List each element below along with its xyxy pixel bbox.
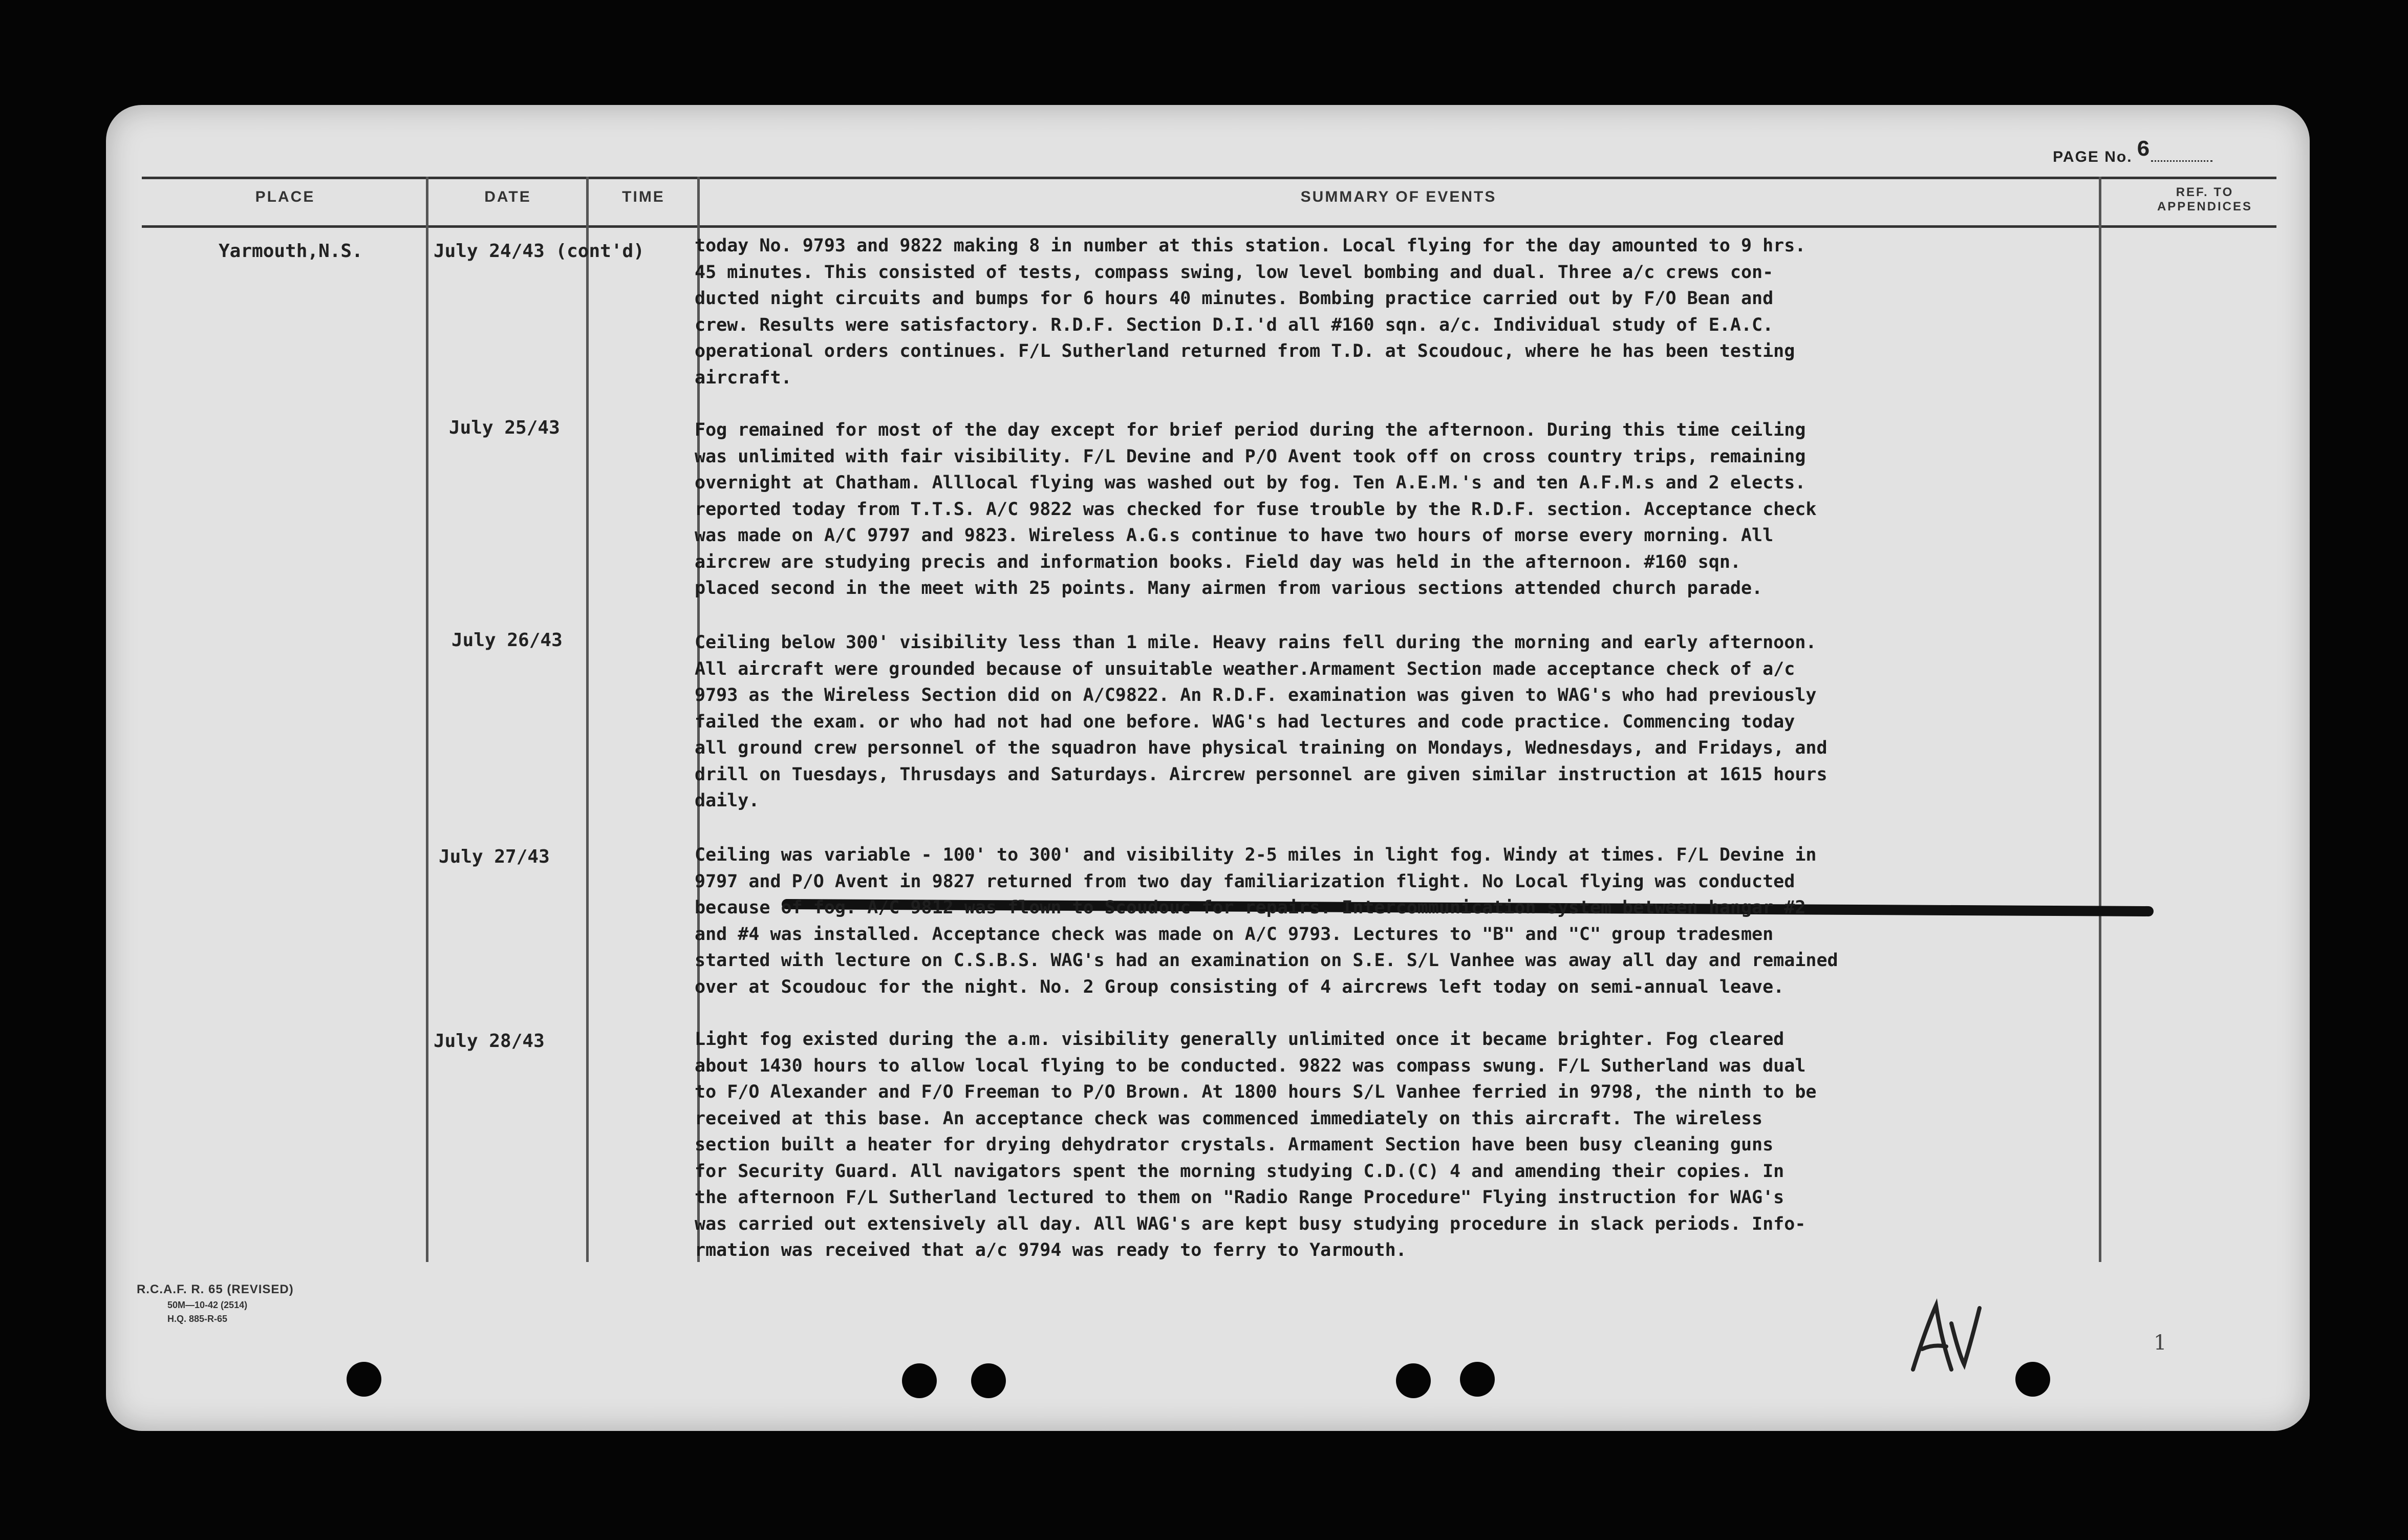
diary-form-card — [106, 105, 2310, 1431]
entry-3-date: July 26/43 — [451, 630, 563, 651]
column-header-ref-line1: REF. TO — [2176, 185, 2234, 199]
summary-line: placed second in the meet with 25 points. Many airmen from various sections attended church parade. — [695, 578, 1763, 598]
entry-2-summary — [695, 417, 2205, 602]
summary-line: drill on Tuesdays, Thrusdays and Saturdays. Aircrew personnel are given similar instruction at 1615 hours — [695, 764, 1827, 785]
summary-line: ducted night circuits and bumps for 6 hours 40 minutes. Bombing practice carried out by F/O Bean and — [695, 288, 1774, 309]
summary-line: Ceiling was variable - 100' to 300' and visibility 2-5 miles in light fog. Windy at times. F/L Devine in — [695, 845, 1817, 865]
summary-line: received at this base. An acceptance check was commenced immediately on this aircraft. The wireless — [695, 1108, 1763, 1129]
summary-line: Ceiling below 300' visibility less than 1 mile. Heavy rains fell during the morning and early afternoon. — [695, 632, 1817, 653]
entry-1-summary — [695, 233, 2205, 391]
binder-hole — [902, 1363, 937, 1398]
entry-5-date: July 28/43 — [434, 1031, 545, 1052]
column-divider-date-time — [586, 177, 589, 1262]
summary-line: about 1430 hours to allow local flying to be conducted. 9822 was compass swung. F/L Sutherland was dual — [695, 1055, 1806, 1076]
form-code-block — [137, 1282, 294, 1324]
summary-line: aircrew are studying precis and information books. Field day was held in the afternoon. #160 sqn. — [695, 551, 1741, 572]
summary-line: over at Scoudouc for the night. No. 2 Group consisting of 4 aircrews left today on semi-annual leave. — [695, 976, 1784, 997]
page-number-label: PAGE No. — [2053, 148, 2133, 165]
form-code-line1: R.C.A.F. R. 65 (REVISED) — [137, 1282, 294, 1296]
entry-1-date-text: July 24/43 — [434, 241, 545, 262]
form-code-line3: H.Q. 885-R-65 — [167, 1314, 228, 1324]
form-code-line2: 50M—10-42 (2514) — [167, 1300, 248, 1310]
summary-line: failed the exam. or who had not had one before. WAG's had lectures and code practice. Commencing today — [695, 711, 1795, 732]
column-header-time: TIME — [622, 188, 665, 205]
entry-4-summary — [695, 842, 2205, 1000]
column-header-place: PLACE — [255, 188, 315, 205]
binder-hole — [971, 1363, 1006, 1398]
handwritten-initials-signature — [1903, 1293, 1995, 1380]
column-header-ref-appendices — [2102, 185, 2307, 214]
entry-4-date: July 27/43 — [439, 846, 550, 867]
summary-line: 9797 and P/O Avent in 9827 returned from two day familiarization flight. No Local flying was conducted — [695, 871, 1795, 892]
column-header-date: DATE — [484, 188, 531, 205]
summary-line: crew. Results were satisfactory. R.D.F. Section D.I.'d all #160 sqn. a/c. Individual study of E.A.C. — [695, 314, 1774, 335]
column-header-ref-line2: APPENDICES — [2157, 200, 2253, 213]
page-number-value: 6 — [2136, 137, 2151, 163]
header-top-rule — [142, 177, 2276, 179]
entry-5-summary — [695, 1026, 2205, 1264]
summary-line: Fog remained for most of the day except for brief period during the afternoon. During this time ceiling — [695, 420, 1806, 440]
summary-line: aircraft. — [695, 367, 792, 388]
summary-line: 9793 as the Wireless Section did on A/C9822. An R.D.F. examination was given to WAG's who had previously — [695, 685, 1817, 705]
summary-line: all ground crew personnel of the squadron have physical training on Mondays, Wednesdays, and Fridays, and — [695, 738, 1827, 758]
summary-line: section built a heater for drying dehydrator crystals. Armament Section have been busy cleaning guns — [695, 1135, 1774, 1155]
binder-hole — [1460, 1362, 1495, 1397]
summary-line: was carried out extensively all day. All WAG's are kept busy studying procedure in slack periods. Info- — [695, 1213, 1806, 1234]
summary-line: reported today from T.T.S. A/C 9822 was checked for fuse trouble by the R.D.F. section. Acceptance check — [695, 499, 1817, 520]
entry-1-time-text: (cont'd) — [555, 241, 644, 262]
summary-line: was unlimited with fair visibility. F/L Devine and P/O Avent took off on cross country trips, remaining — [695, 446, 1806, 467]
binder-hole — [347, 1362, 381, 1397]
summary-line: and #4 was installed. Acceptance check was made on A/C 9793. Lectures to "B" and "C" group tradesmen — [695, 924, 1774, 945]
entry-3-summary — [695, 630, 2205, 815]
summary-line: was made on A/C 9797 and 9823. Wireless A.G.s continue to have two hours of morse every morning. All — [695, 525, 1774, 546]
summary-line: overnight at Chatham. Alllocal flying was washed out by fog. Ten A.E.M.'s and ten A.F.M.s and 2 elects. — [695, 473, 1806, 493]
summary-line: 45 minutes. This consisted of tests, compass swing, low level bombing and dual. Three a/c crews con- — [695, 262, 1774, 283]
margin-tick-mark: 1 — [2154, 1331, 2167, 1355]
summary-line: daily. — [695, 790, 760, 811]
page-number — [2053, 137, 2212, 169]
entry-1-date — [434, 241, 644, 262]
column-header-summary: SUMMARY OF EVENTS — [1300, 188, 1497, 205]
summary-line: operational orders continues. F/L Sutherland returned from T.D. at Scoudouc, where he has been testing — [695, 341, 1795, 361]
summary-line: started with lecture on C.S.B.S. WAG's had an examination on S.E. S/L Vanhee was away all day and remained — [695, 950, 1838, 971]
binder-hole — [1396, 1363, 1431, 1398]
header-bottom-rule — [142, 225, 2276, 228]
summary-line: All aircraft were grounded because of unsuitable weather.Armament Section made acceptance check of a/c — [695, 658, 1795, 679]
page-number-dotted-line — [2151, 160, 2212, 162]
summary-line: Light fog existed during the a.m. visibility generally unlimited once it became brighter. Fog cleared — [695, 1029, 1784, 1050]
binder-hole — [2015, 1362, 2050, 1397]
summary-line: the afternoon F/L Sutherland lectured to them on "Radio Range Procedure" Flying instruction for WAG's — [695, 1187, 1784, 1208]
summary-line: to F/O Alexander and F/O Freeman to P/O Brown. At 1800 hours S/L Vanhee ferried in 9798, the ninth to be — [695, 1082, 1817, 1102]
summary-line: for Security Guard. All navigators spent the morning studying C.D.(C) 4 and amending their copies. In — [695, 1161, 1784, 1182]
summary-line: today No. 9793 and 9822 making 8 in number at this station. Local flying for the day amounted to 9 hrs. — [695, 236, 1806, 256]
summary-line: rmation was received that a/c 9794 was ready to ferry to Yarmouth. — [695, 1240, 1407, 1260]
place-cell: Yarmouth,N.S. — [219, 241, 363, 262]
entry-2-date: July 25/43 — [449, 417, 560, 438]
column-divider-place-date — [426, 177, 428, 1262]
summary-line: because of fog. A/C 9812 was flown to Scoudouc for repairs. Intercommunication system between hangar #2 — [695, 897, 1806, 918]
